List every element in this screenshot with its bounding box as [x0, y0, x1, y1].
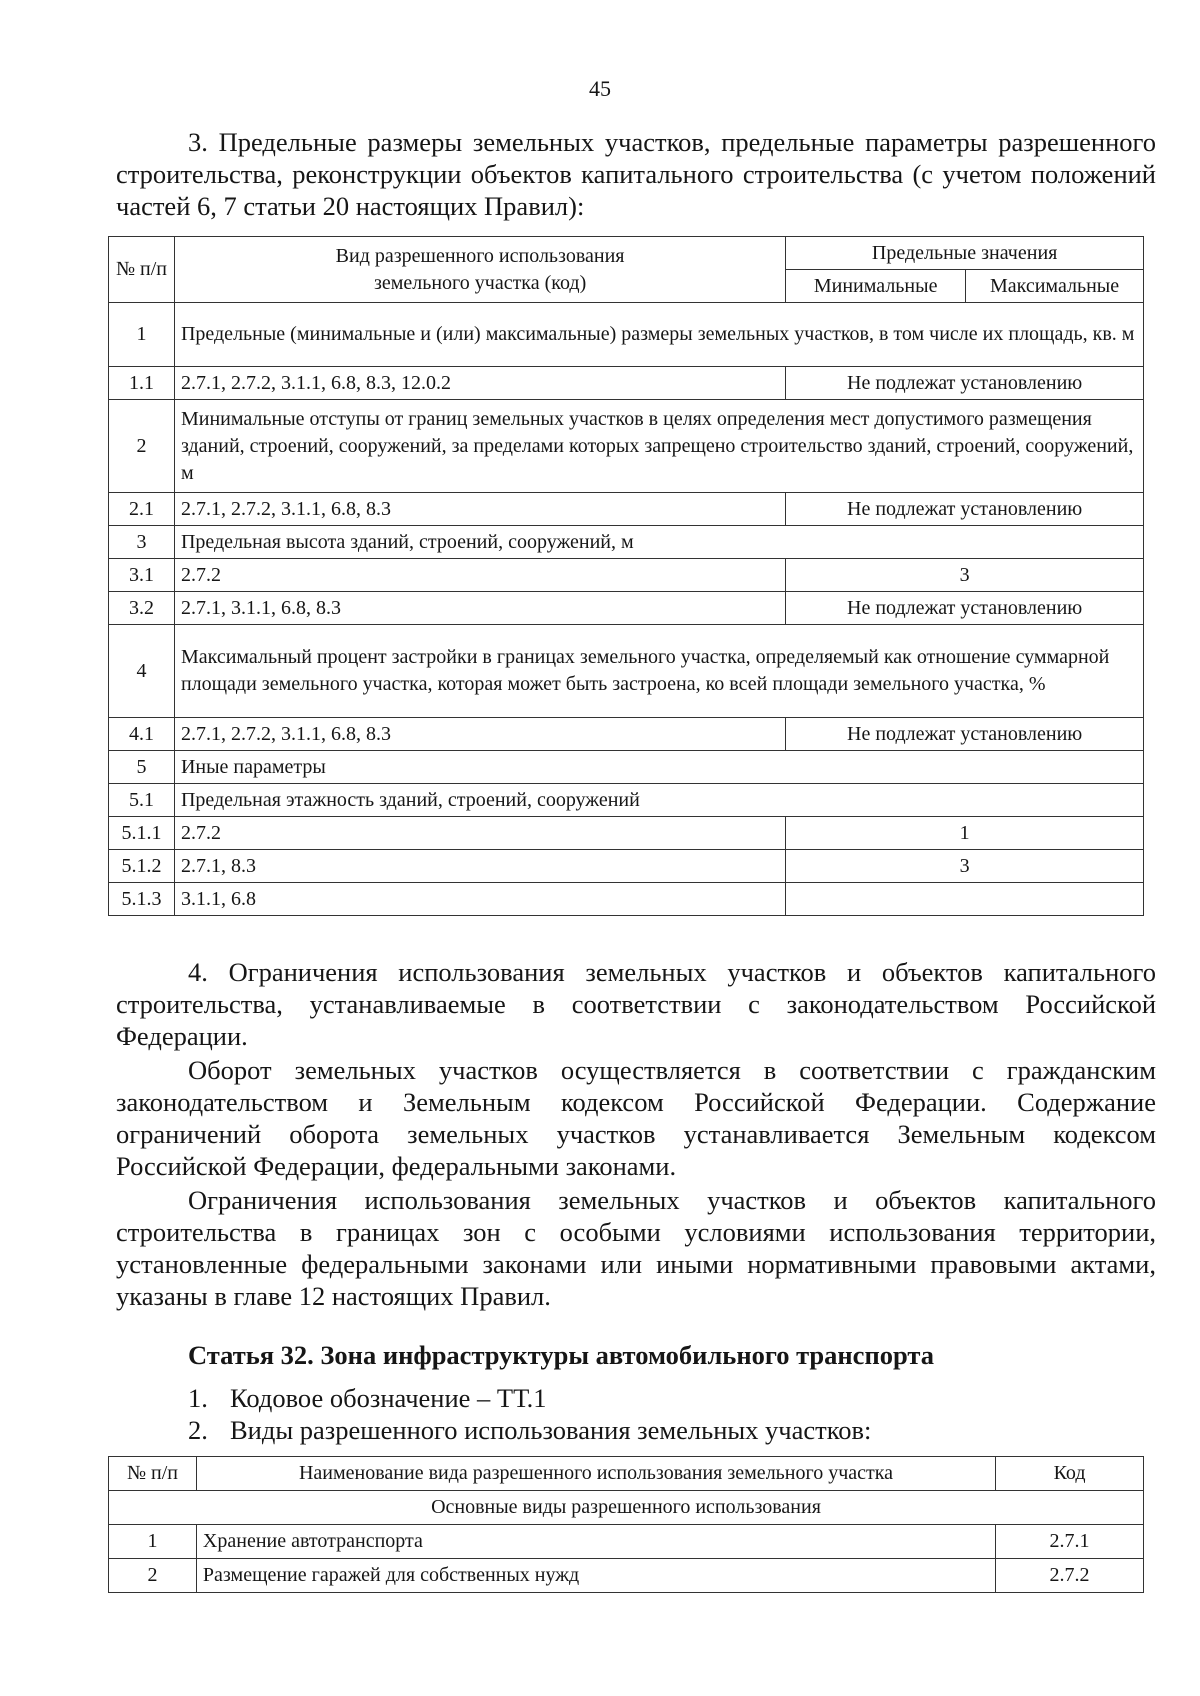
row-use-codes: 3.1.1, 6.8	[174, 883, 785, 916]
row-number: 1	[109, 1525, 197, 1559]
row-number: 3	[109, 526, 175, 559]
group-title: Основные виды разрешенного использования	[109, 1491, 1144, 1525]
column-header-number: № п/п	[109, 1457, 197, 1491]
table-row	[109, 526, 1144, 559]
row-section-title: Предельная высота зданий, строений, сооружений, м	[174, 526, 1143, 559]
row-use-codes: 2.7.2	[174, 559, 785, 592]
list-item	[188, 1382, 547, 1414]
table-row	[109, 751, 1144, 784]
table-row	[109, 718, 1144, 751]
row-number: 2.1	[109, 493, 175, 526]
column-header-limit-values: Предельные значения	[786, 237, 1144, 270]
row-use-codes: 2.7.1, 3.1.1, 6.8, 8.3	[174, 592, 785, 625]
list-item-number: 1.	[188, 1383, 208, 1413]
table-row	[109, 625, 1144, 718]
table-row	[109, 400, 1144, 493]
row-number: 3.2	[109, 592, 175, 625]
table-row	[109, 1559, 1144, 1593]
table-row	[109, 493, 1144, 526]
row-use-code: 2.7.2	[996, 1559, 1144, 1593]
page-number: 45	[589, 76, 611, 101]
row-use-codes: 2.7.2	[174, 817, 785, 850]
row-use-name: Размещение гаражей для собственных нужд	[196, 1559, 995, 1593]
table-row	[109, 1525, 1144, 1559]
row-limit-value: 3	[786, 850, 1144, 883]
article-heading: Статья 32. Зона инфраструктуры автомобильного транспорта	[188, 1340, 934, 1370]
row-limit-value	[786, 883, 1144, 916]
limit-parameters-table	[108, 236, 1144, 916]
row-section-title: Максимальный процент застройки в границах земельного участка, определяемый как отношение суммарной площади земельного участка, которая может быть застроена, ко всей площади земельного участка, %	[174, 625, 1143, 718]
row-use-codes: 2.7.1, 2.7.2, 3.1.1, 6.8, 8.3, 12.0.2	[174, 367, 785, 400]
table-row	[109, 883, 1144, 916]
row-use-codes: 2.7.1, 2.7.2, 3.1.1, 6.8, 8.3	[174, 718, 785, 751]
row-number: 5.1.2	[109, 850, 175, 883]
row-number: 5	[109, 751, 175, 784]
column-header-code: Код	[996, 1457, 1144, 1491]
row-number: 5.1	[109, 784, 175, 817]
row-section-title: Минимальные отступы от границ земельных участков в целях определения мест допустимого размещения зданий, строений, сооружений, за пределами которых запрещено строительство зданий, строений, сооружений, м	[174, 400, 1143, 493]
row-use-name: Хранение автотранспорта	[196, 1525, 995, 1559]
row-use-codes: 2.7.1, 2.7.2, 3.1.1, 6.8, 8.3	[174, 493, 785, 526]
table-group-row	[109, 1491, 1144, 1525]
row-number: 3.1	[109, 559, 175, 592]
row-number: 2	[109, 1559, 197, 1593]
table-row	[109, 559, 1144, 592]
row-number: 2	[109, 400, 175, 493]
table-row	[109, 303, 1144, 367]
row-limit-value: Не подлежат установлению	[786, 367, 1144, 400]
permitted-uses-table	[108, 1456, 1144, 1593]
row-limit-value: Не подлежат установлению	[786, 718, 1144, 751]
row-limit-value: 3	[786, 559, 1144, 592]
table-row	[109, 592, 1144, 625]
row-number: 4	[109, 625, 175, 718]
section-3-intro: 3. Предельные размеры земельных участков, предельные параметры разрешенного строительства, реконструкции объектов капитального строительства (с учетом положений частей 6, 7 статьи 20 настоящих Правил):	[116, 127, 1156, 221]
paragraph-use-restrictions: Ограничения использования земельных участков и объектов капитального строительства в границах зон с особыми условиями использования территории, установленные федеральными законами или иными нормативными правовыми актами, указаны в главе 12 настоящих Правил.	[116, 1185, 1156, 1311]
row-limit-value: Не подлежат установлению	[786, 592, 1144, 625]
row-limit-value: 1	[786, 817, 1144, 850]
row-section-title: Предельные (минимальные и (или) максимальные) размеры земельных участков, в том числе их площадь, кв. м	[174, 303, 1143, 367]
table-header-row	[109, 237, 1144, 270]
row-use-code: 2.7.1	[996, 1525, 1144, 1559]
list-item-number: 2.	[188, 1415, 208, 1445]
table-row	[109, 817, 1144, 850]
row-number: 1.1	[109, 367, 175, 400]
table-row	[109, 367, 1144, 400]
row-number: 4.1	[109, 718, 175, 751]
list-item	[188, 1414, 871, 1446]
row-number: 5.1.3	[109, 883, 175, 916]
table-row	[109, 850, 1144, 883]
column-header-use-kind: Вид разрешенного использования земельного участка (код)	[174, 237, 785, 303]
list-item-text: Кодовое обозначение – ТТ.1	[230, 1383, 547, 1413]
row-use-codes: 2.7.1, 8.3	[174, 850, 785, 883]
column-header-number: № п/п	[109, 237, 175, 303]
row-number: 5.1.1	[109, 817, 175, 850]
table-row	[109, 784, 1144, 817]
table-header-row	[109, 1457, 1144, 1491]
section-4-intro: 4. Ограничения использования земельных участков и объектов капитального строительства, устанавливаемые в соответствии с законодательством Российской Федерации.	[116, 957, 1156, 1051]
column-header-maximal: Максимальные	[966, 270, 1144, 303]
list-item-text: Виды разрешенного использования земельных участков:	[230, 1415, 872, 1445]
column-header-minimal: Минимальные	[786, 270, 966, 303]
row-limit-value: Не подлежат установлению	[786, 493, 1144, 526]
row-number: 1	[109, 303, 175, 367]
column-header-use-name: Наименование вида разрешенного использования земельного участка	[196, 1457, 995, 1491]
paragraph-land-turnover: Оборот земельных участков осуществляется в соответствии с гражданским законодательством и Земельным кодексом Российской Федерации. Содержание ограничений оборота земельных участков устанавливается Земельным кодексом Российской Федерации, федеральными законами.	[116, 1055, 1156, 1181]
row-section-title: Иные параметры	[174, 751, 1143, 784]
row-section-title: Предельная этажность зданий, строений, сооружений	[174, 784, 1143, 817]
